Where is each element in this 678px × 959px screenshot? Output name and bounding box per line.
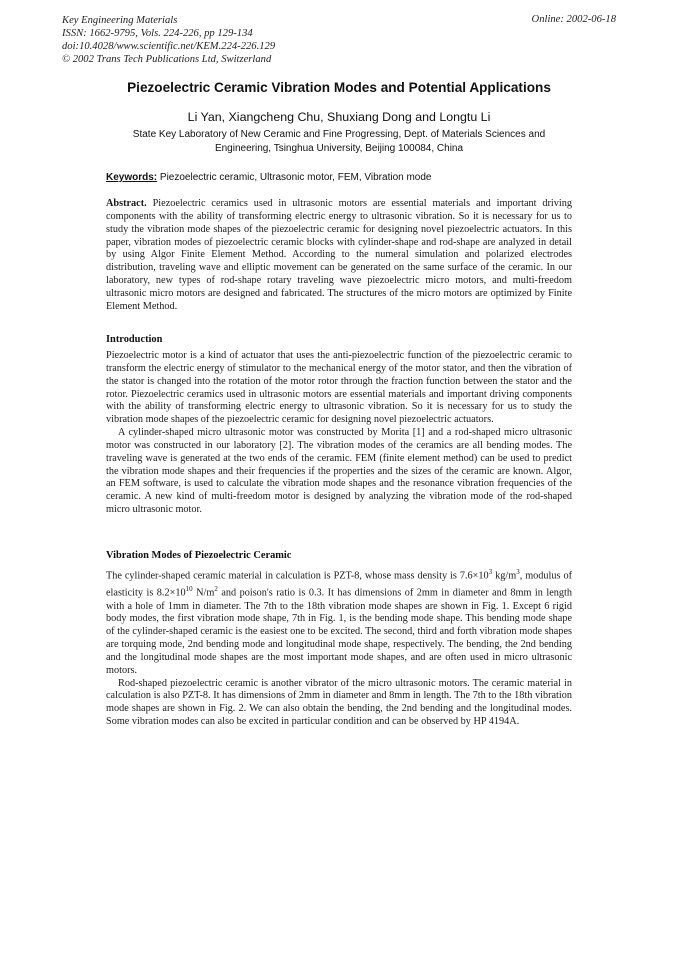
paper-authors: Li Yan, Xiangcheng Chu, Shuxiang Dong and Longtu Li [187, 110, 491, 124]
copyright-line: © 2002 Trans Tech Publications Ltd, Switzerland [62, 54, 272, 65]
vibration-heading: Vibration Modes of Piezoelectric Ceramic [106, 550, 292, 561]
journal-meta [62, 14, 275, 66]
paper-title: Piezoelectric Ceramic Vibration Modes and Potential Applications [127, 80, 551, 95]
vibration-body [106, 566, 572, 729]
keywords [106, 172, 431, 183]
affiliation-line-1: State Key Laboratory of New Ceramic and Fine Progressing, Dept. of Materials Sciences and [132, 129, 546, 140]
affiliation-line-2: Engineering, Tsinghua University, Beijing 100084, China [214, 143, 464, 154]
online-date: Online: 2002-06-18 [531, 14, 616, 25]
vibration-paragraph-1: The cylinder-shaped ceramic material in calculation is PZT-8, whose mass density is $7.6\times 10^3$ $kg/m^3$, modulus of elasticity is $8.2\times 10^{10}$ $N/m^2$ and poison's ratio is 0.3. It has dimensions of 2mm in diameter and 8mm in length with a hole of 1mm in diameter. The 7th to the 18th vibration mode shapes are shown in Fig. 1. Except 6 rigid body modes, the first vibration mode shape, 7th in Fig. 1, is the bending mode shape. This bending mode shape of the cylinder-shaped ceramic is the easiest one to be excited. The second, third and forth vibration mode shapes are torquing mode, 2nd bending mode and longitudinal mode shape, respectively. The bending, the 2nd bending and the longitudinal mode shapes are the most important mode shapes, and are often used in micro ultrasonic motors. [106, 568, 572, 676]
abstract-text: Piezoelectric ceramics used in ultrasonic motors are essential materials and important driving components with the ability of transforming electric energy to ultrasonic vibration. So it is necessary for us to study the vibration mode shapes of the piezoelectric ceramic for designing novel piezoelectric actuators. In this paper, vibration modes of piezoelectric ceramic blocks with cylinder-shape and rod-shape are analyzed in detail by using Algor Finite Element Method. According to the numeral simulation and polarized electrodes distribution, traveling wave and elliptic movement can be generated on the same surface of the ceramic. In our laboratory, new types of rod-shape rotary traveling wave piezoelectric micro motors, and multi-freedom ultrasonic micro motors are designed and fabricated. The structures of the micro motors are optimized by Finite Element Method. [106, 198, 572, 312]
vibration-paragraph-2: Rod-shaped piezoelectric ceramic is another vibrator of the micro ultrasonic motors. The ceramic material in calculation is also PZT-8. It has dimensions of 2mm in diameter and 8mm in length. The 7th to the 18th vibration mode shapes are shown in Fig. 2. We can also obtain the bending, the 2nd bending and the longitudinal modes. Some vibration modes can also be excited in particular condition and can be observed by HP 4194A. [106, 677, 572, 728]
introduction-heading: Introduction [106, 334, 163, 345]
abstract-label: Abstract. [106, 198, 147, 209]
affiliation [108, 128, 570, 156]
keywords-label: Keywords: [106, 172, 158, 183]
keywords-text: Piezoelectric ceramic, Ultrasonic motor, FEM, Vibration mode [159, 172, 432, 183]
introduction-body [106, 350, 572, 517]
abstract [106, 198, 572, 314]
issn-line: ISSN: 1662-9795, Vols. 224-226, pp 129-134 [62, 28, 253, 39]
journal-name: Key Engineering Materials [62, 15, 178, 26]
introduction-paragraph-1: Piezoelectric motor is a kind of actuator that uses the anti-piezoelectric function of the piezoelectric ceramic to transform the electric energy of stimulator to the mechanical energy of the motor stator, and then the vibration of the stator is changed into the rotation of the motor rotor through the fraction function between the stator and the rotor. Piezoelectric ceramics used in ultrasonic motors are essential materials and important driving components with the ability of transforming electric energy to ultrasonic vibration. So it is necessary for us to study the vibration mode shapes of the piezoelectric ceramic for designing novel piezoelectric actuators. [106, 350, 572, 426]
introduction-paragraph-2: A cylinder-shaped micro ultrasonic motor was constructed by Morita [1] and a rod-shaped micro ultrasonic motor was constructed in our laboratory [2]. The vibration modes of the ceramics are all bending modes. The traveling wave is generated at the two ends of the ceramic. FEM (finite element method) can be used to predict the vibration mode shapes and their frequencies if the properties and the sizes of the ceramic are known. Algor, an FEM software, is used to calculate the vibration mode shapes and the resonance vibration frequencies of the ceramic. A new kind of multi-freedom motor is designed by analyzing the vibration mode of the rod-shaped micro ultrasonic motor. [106, 427, 572, 516]
doi-line: doi:10.4028/www.scientific.net/KEM.224-226.129 [62, 41, 276, 52]
